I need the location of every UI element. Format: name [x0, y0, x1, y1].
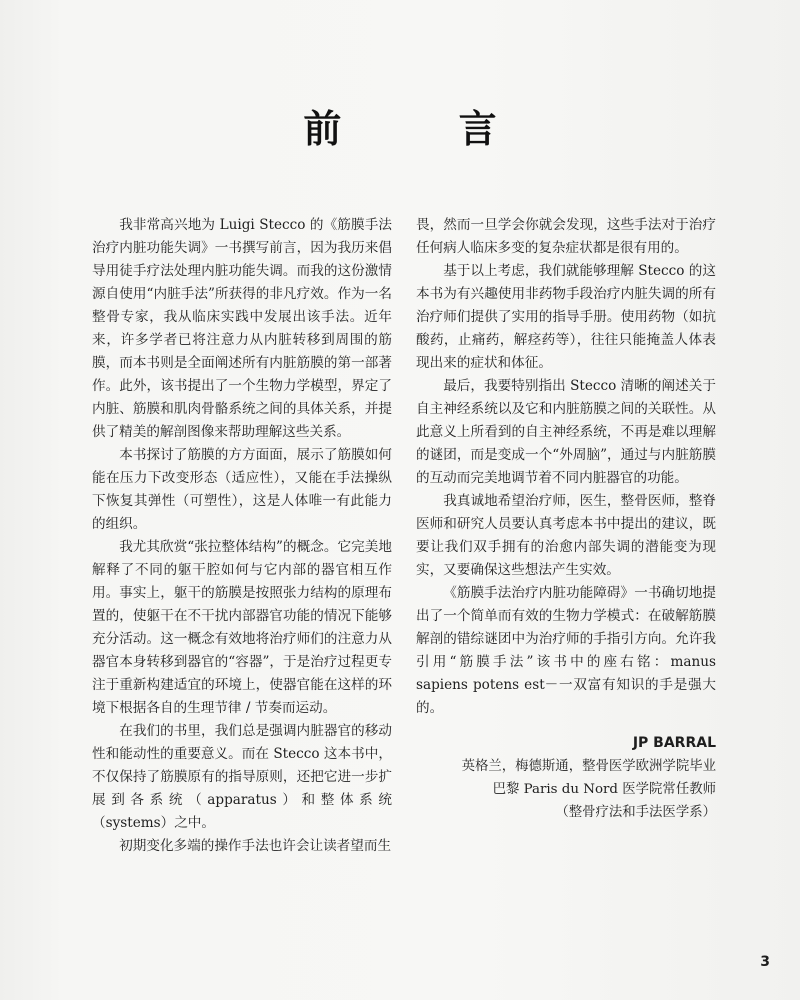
paragraph-continued: 畏，然而一旦学会你就会发现，这些手法对于治疗任何病人临床多变的复杂症状都是很有用的。 — [416, 217, 716, 256]
author-affiliation-1: 英格兰，梅德斯通，整骨医学欧洲学院毕业 — [461, 759, 716, 774]
signature-block — [416, 732, 716, 824]
paragraph: 在我们的书里，我们总是强调内脏器官的移动性和能动性的重要意义。而在 Stecco 这本书中，不仅保持了筋膜原有的指导原则，还把它进一步扩展到各系统（apparatus）和整体系统（systems）之中。 — [92, 723, 392, 831]
paragraph: 我非常高兴地为 Luigi Stecco 的《筋膜手法治疗内脏功能失调》一书撰写前言，因为我历来倡导用徒手疗法处理内脏功能失调。而我的这份激情源自使用“内脏手法”所获得的非凡疗效。作为一名整骨专家，我从临床实践中发展出该手法。近年来，许多学者已将注意力从内脏转移到周围的筋膜，而本书则是全面阐述所有内脏筋膜的第一部著作。此外，该书提出了一个生物力学模型，界定了内脏、筋膜和肌肉骨骼系统之间的具体关系，并提供了精美的解剖图像来帮助理解这些关系。 — [92, 217, 392, 440]
left-text-column — [92, 214, 392, 858]
paragraph: 初期变化多端的操作手法也许会让读者望而生 — [119, 838, 392, 854]
page-number: 3 — [760, 954, 770, 970]
paragraph: 本书探讨了筋膜的方方面面，展示了筋膜如何能在压力下改变形态（适应性），又能在手法操纵下恢复其弹性（可塑性），这是人体唯一有此能力的组织。 — [92, 447, 392, 532]
right-text-column — [416, 214, 716, 824]
paragraph: 最后，我要特别指出 Stecco 清晰的阐述关于自主神经系统以及它和内脏筋膜之间的关联性。从此意义上所看到的自主神经系统，不再是难以理解的谜团，而是变成一个“外周脑”，通过与内脏筋膜的互动而完美地调节着不同内脏器官的功能。 — [416, 378, 716, 486]
paragraph: 基于以上考虑，我们就能够理解 Stecco 的这本书为有兴趣使用非药物手段治疗内脏失调的所有治疗师们提供了实用的指导手册。使用药物（如抗酸药，止痛药，解痉药等），往往只能掩盖人体表现出来的症状和体征。 — [416, 263, 716, 371]
page-title: 前 言 — [303, 107, 549, 151]
paragraph: 我真诚地希望治疗师，医生，整骨医师，整脊医师和研究人员要认真考虑本书中提出的建议，既要让我们双手拥有的治愈内部失调的潜能变为现实，又要确保这些想法产生实效。 — [416, 493, 716, 578]
author-affiliation-2: 巴黎 Paris du Nord 医学院常任教师 — [492, 782, 716, 797]
paragraph: 《筋膜手法治疗内脏功能障碍》一书确切地提出了一个简单而有效的生物力学模式：在破解筋膜解剖的错综谜团中为治疗师的手指引方向。允许我引用“筋膜手法”该书中的座右铭：manus sapiens potens est－一双富有知识的手是强大的。 — [416, 585, 716, 716]
author-name: JP BARRAL — [632, 735, 716, 751]
author-affiliation-3: （整骨疗法和手法医学系） — [555, 805, 716, 820]
paragraph: 我尤其欣赏“张拉整体结构”的概念。它完美地解释了不同的躯干腔如何与它内部的器官相互作用。事实上，躯干的筋膜是按照张力结构的原理布置的，使躯干在不干扰内部器官功能的情况下能够充分活动。这一概念有效地将治疗师们的注意力从器官本身转移到器官的“容器”，于是治疗过程更专注于重新构建适宜的环境上，使器官能在这样的环境下根据各自的生理节律 / 节奏而运动。 — [92, 539, 392, 716]
